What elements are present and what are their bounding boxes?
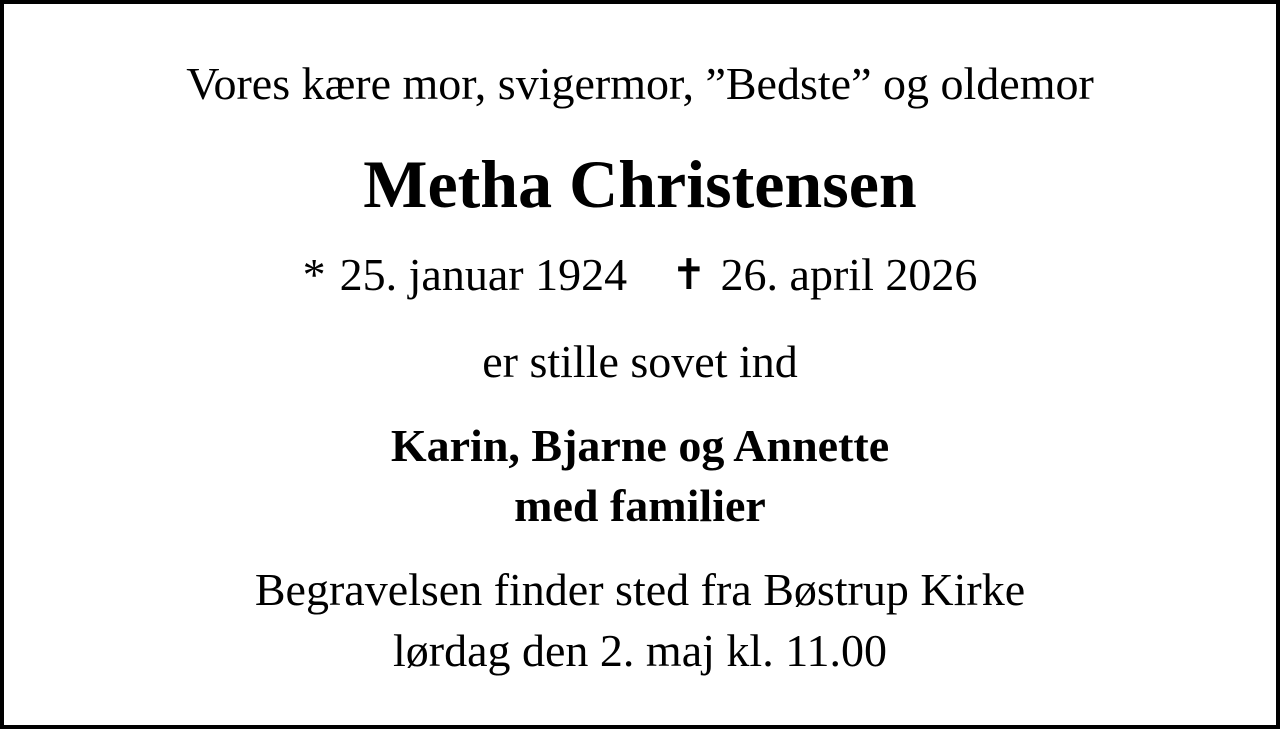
family-names-line: Karin, Bjarne og Annette [390,420,890,472]
dates-line [4,247,1276,302]
passing-line: er stille sovet ind [482,335,798,387]
intro-line: Vores kære mor, svigermor, ”Bedste” og oldemor [186,58,1094,109]
funeral-time-line: lørdag den 2. maj kl. 11.00 [393,624,887,676]
death-date-group [671,247,977,302]
death-cross-icon: ✝ [671,249,707,299]
birth-star-icon: * [302,248,326,300]
funeral-location-line: Begravelsen finder sted fra Bøstrup Kirke [254,563,1026,615]
family-block [4,418,1276,533]
deceased-name: Metha Christensen [363,146,917,223]
funeral-block [4,562,1276,678]
birth-date-group [303,247,627,302]
death-date: 26. april 2026 [720,248,978,300]
birth-date: 25. januar 1924 [339,248,628,300]
family-suffix-line: med familier [514,480,766,532]
